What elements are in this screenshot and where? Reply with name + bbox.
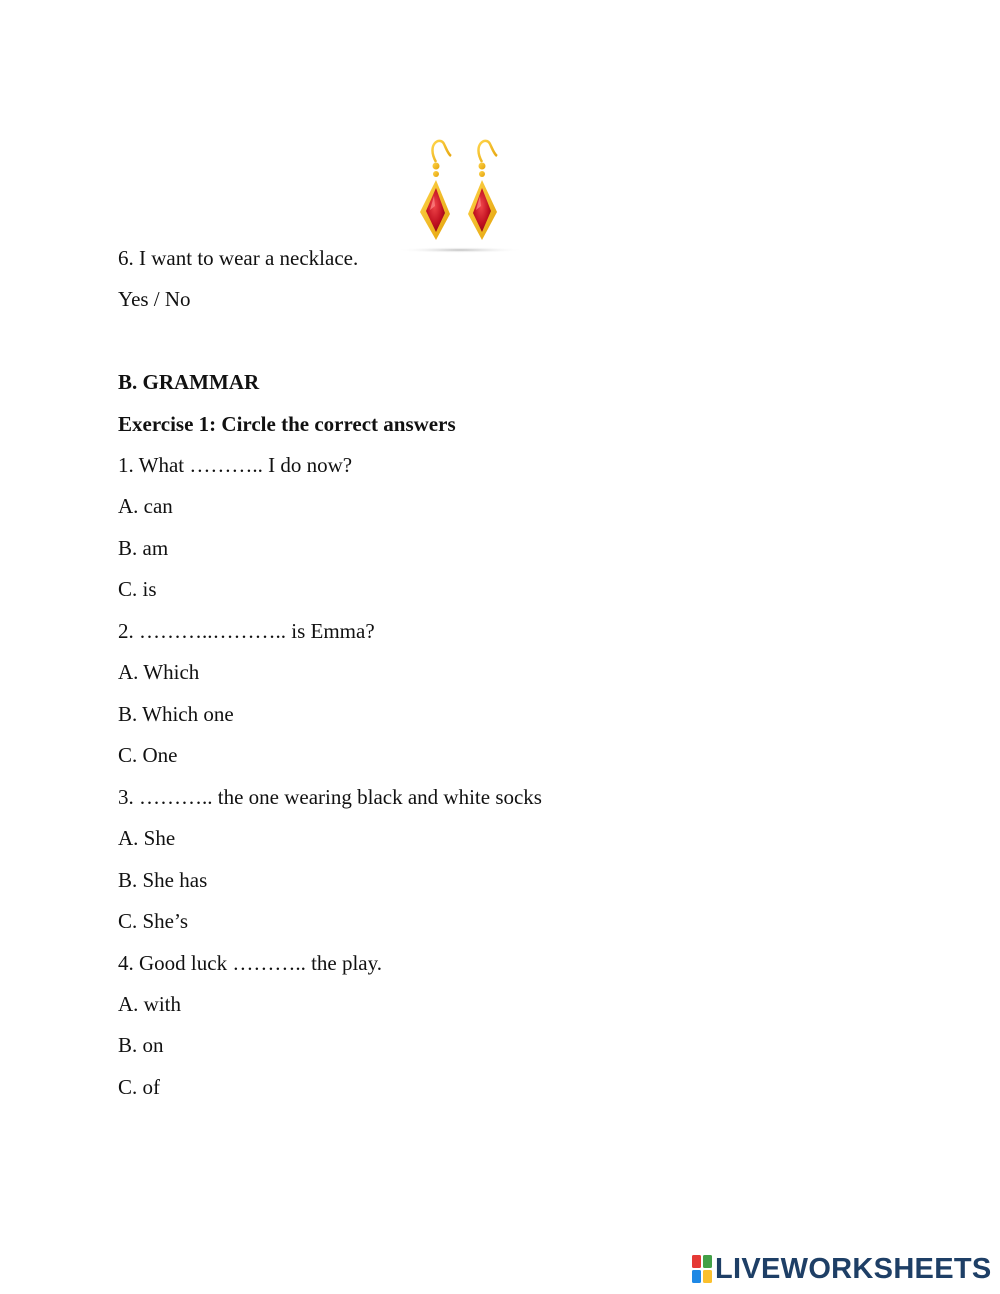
question-3-stem: 3. ……….. the one wearing black and white socks xyxy=(118,785,542,809)
section-title: B. GRAMMAR xyxy=(118,370,260,394)
liveworksheets-logo-icon xyxy=(692,1255,712,1283)
question-6-options: Yes / No xyxy=(118,287,191,311)
question-3-option-c: C. She’s xyxy=(118,909,189,933)
earrings-image xyxy=(396,136,526,256)
question-2-option-a: A. Which xyxy=(118,660,200,684)
exercise-title: Exercise 1: Circle the correct answers xyxy=(118,412,456,436)
question-2-option-b: B. Which one xyxy=(118,702,234,726)
question-3-option-b: B. She has xyxy=(118,868,208,892)
left-earring xyxy=(420,141,451,240)
question-1-stem: 1. What ……….. I do now? xyxy=(118,453,353,477)
liveworksheets-logo-text: LIVEWORKSHEETS xyxy=(715,1253,992,1285)
question-1-option-b: B. am xyxy=(118,536,169,560)
question-4-option-b: B. on xyxy=(118,1033,164,1057)
right-earring xyxy=(468,141,497,240)
question-2-stem: 2. ………..……….. is Emma? xyxy=(118,619,375,643)
liveworksheets-logo[interactable] xyxy=(692,1253,992,1285)
question-1-option-c: C. is xyxy=(118,577,157,601)
question-6: 6. I want to wear a necklace. xyxy=(118,246,359,270)
question-1-option-a: A. can xyxy=(118,494,173,518)
question-2-option-c: C. One xyxy=(118,743,178,767)
question-3-option-a: A. She xyxy=(118,826,176,850)
question-4-option-c: C. of xyxy=(118,1075,160,1099)
question-4-stem: 4. Good luck ……….. the play. xyxy=(118,951,383,975)
question-4-option-a: A. with xyxy=(118,992,181,1016)
